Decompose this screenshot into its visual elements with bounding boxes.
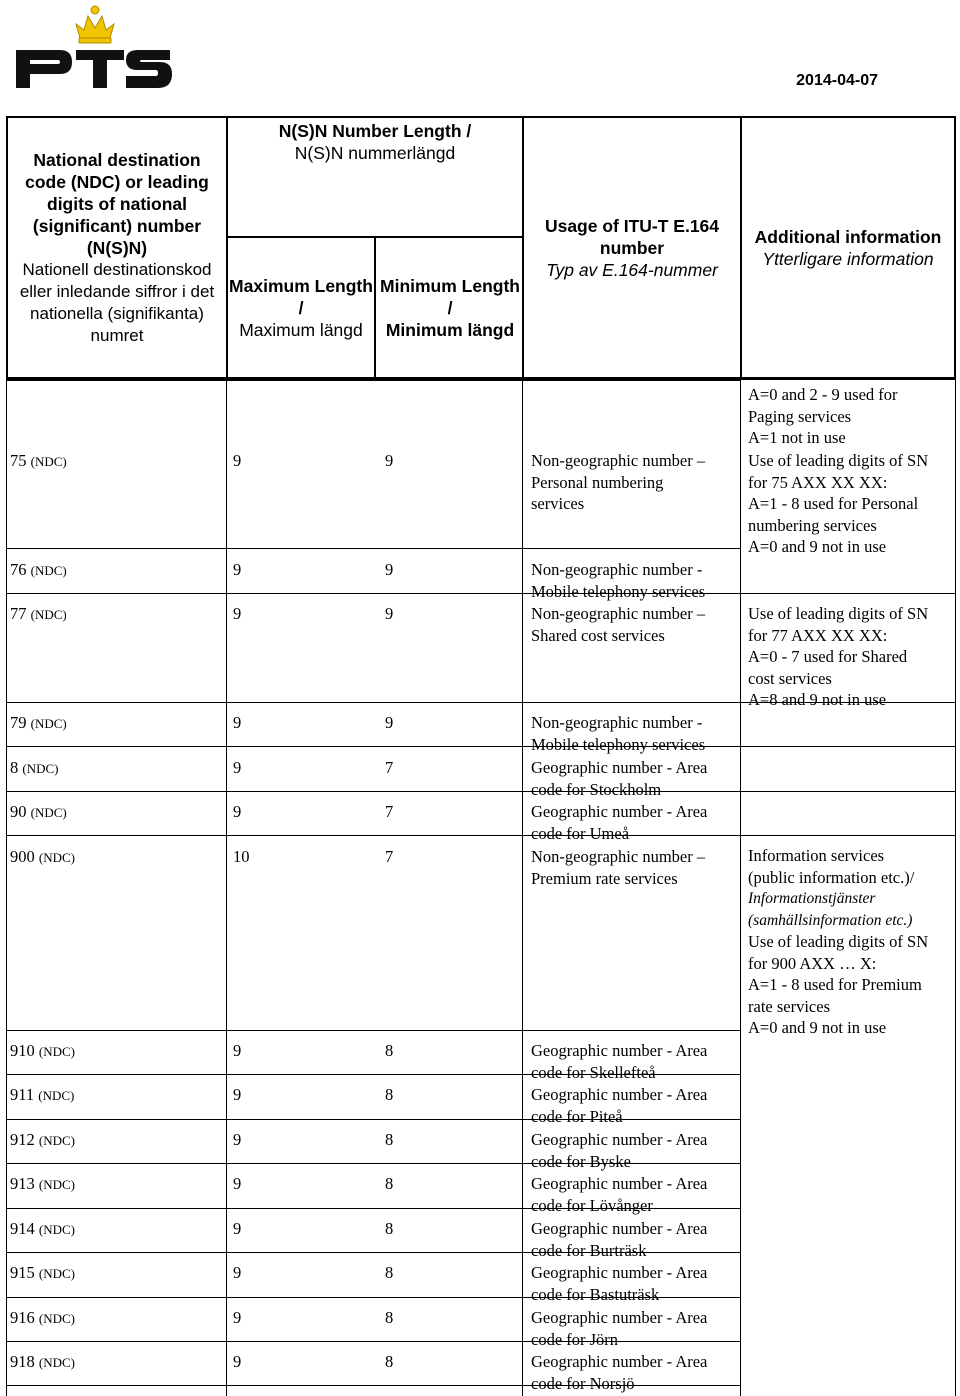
ndc-suffix: (NDC) — [38, 1133, 75, 1148]
col-divider — [226, 380, 227, 1396]
ndc-code — [10, 603, 224, 626]
ndc-suffix: (NDC) — [30, 563, 67, 578]
ndc-suffix: (NDC) — [38, 1044, 75, 1059]
header-info — [742, 118, 954, 377]
usage-line: Geographic number - Area — [531, 1130, 708, 1149]
min-length: 7 — [385, 758, 394, 777]
header-ndc — [8, 118, 228, 377]
usage-line: code for Lövånger — [531, 1195, 653, 1215]
info-line: Use of leading digits of SN — [748, 932, 929, 951]
max-length: 9 — [233, 1130, 242, 1149]
ndc-number: 910 — [10, 1041, 35, 1060]
usage-line: code for Skellefteå — [531, 1062, 656, 1082]
info-75 — [748, 450, 954, 558]
usage-line: Geographic number - Area — [531, 1219, 708, 1238]
ndc-code — [10, 450, 224, 473]
max-length: 9 — [233, 1308, 242, 1327]
row-divider — [6, 835, 956, 836]
info-line: for 77 AXX XX XX: — [748, 625, 888, 645]
usage-line: Geographic number - Area — [531, 1085, 708, 1104]
ndc-suffix: (NDC) — [38, 1088, 75, 1103]
usage — [531, 1040, 736, 1083]
usage — [531, 712, 736, 755]
usage-line: Shared cost services — [531, 625, 665, 645]
header-ndc-en: National destination code (NDC) or leading digits of national (significant) number (N(S)N) — [25, 149, 209, 258]
min-length: 8 — [385, 1263, 394, 1282]
usage-line: Geographic number - Area — [531, 758, 708, 777]
usage — [531, 1218, 736, 1261]
header-usage-sv: Typ av E.164-nummer — [546, 259, 718, 280]
info-900 — [748, 845, 954, 1039]
info-line: Paging services — [748, 406, 852, 426]
ndc-suffix: (NDC) — [30, 805, 67, 820]
header-usage-en: Usage of ITU-T E.164 number — [544, 215, 720, 258]
min-length: 8 — [385, 1219, 394, 1238]
usage-line: Geographic number - Area — [531, 1352, 708, 1371]
usage-line: code for Umeå — [531, 823, 630, 843]
info-line: Information services — [748, 846, 885, 865]
pts-wordmark — [16, 50, 172, 88]
usage-line: code for Burträsk — [531, 1240, 647, 1260]
info-line: A=8 and 9 not in use — [748, 690, 887, 709]
info-line: for 75 AXX XX XX: — [748, 472, 888, 492]
ndc-number: 76 — [10, 560, 27, 579]
ndc-number: 913 — [10, 1174, 35, 1193]
min-length: 9 — [385, 560, 394, 579]
min-length: 9 — [385, 713, 394, 732]
ndc-suffix: (NDC) — [22, 761, 59, 776]
usage — [531, 1173, 736, 1216]
row-divider — [6, 593, 956, 594]
info-line: A=0 and 9 not in use — [748, 537, 887, 556]
ndc-number: 914 — [10, 1219, 35, 1238]
document-date: 2014-04-07 — [796, 72, 878, 89]
usage-line: Geographic number - Area — [531, 1308, 708, 1327]
info-paging — [748, 384, 954, 449]
usage-line: code for Bastuträsk — [531, 1284, 660, 1304]
max-length: 9 — [233, 1219, 242, 1238]
max-length: 9 — [233, 758, 242, 777]
usage-line: Mobile telephony services — [531, 734, 706, 754]
usage — [531, 757, 736, 800]
ndc-code — [10, 757, 224, 780]
info-line: cost services — [748, 668, 832, 688]
ndc-suffix: (NDC) — [38, 850, 75, 865]
min-length: 9 — [385, 604, 394, 623]
info-line: for 900 AXX … X: — [748, 953, 877, 973]
header-max-sv: Maximum längd — [239, 319, 363, 340]
row-divider — [6, 746, 956, 747]
header-min-en: Minimum Length / — [380, 275, 520, 318]
max-length: 9 — [233, 1263, 242, 1282]
max-length: 9 — [233, 1174, 242, 1193]
usage-line: code for Norsjö — [531, 1373, 635, 1393]
header-max-length — [228, 236, 376, 377]
max-length: 9 — [233, 604, 242, 623]
row-divider — [6, 791, 956, 792]
usage — [531, 603, 736, 646]
usage-line: Geographic number - Area — [531, 1174, 708, 1193]
info-line: A=1 - 8 used for Personal — [748, 494, 919, 513]
table-header — [6, 116, 956, 380]
ndc-suffix: (NDC) — [38, 1177, 75, 1192]
max-length: 9 — [233, 560, 242, 579]
col-divider — [522, 380, 523, 1396]
row-divider — [6, 380, 740, 381]
header-length-title — [228, 120, 522, 236]
ndc-code — [10, 1218, 224, 1241]
ndc-suffix: (NDC) — [38, 1311, 75, 1326]
ndc-code — [10, 846, 224, 869]
ndc-code — [10, 1351, 224, 1374]
usage-line: code for Piteå — [531, 1106, 623, 1126]
usage-line: Non-geographic number – — [531, 847, 706, 866]
usage-line: Non-geographic number – — [531, 604, 706, 623]
min-length: 8 — [385, 1130, 394, 1149]
ndc-code — [10, 1040, 224, 1063]
crown-icon — [76, 6, 114, 43]
ndc-suffix: (NDC) — [38, 1266, 75, 1281]
ndc-number: 918 — [10, 1352, 35, 1371]
col-divider — [6, 380, 7, 1396]
ndc-number: 916 — [10, 1308, 35, 1327]
info-line: rate services — [748, 996, 830, 1016]
min-length: 8 — [385, 1085, 394, 1104]
usage — [531, 450, 736, 515]
usage-line: Non-geographic number - — [531, 713, 703, 732]
header-info-en: Additional information — [754, 226, 942, 247]
usage — [531, 1262, 736, 1305]
ndc-suffix: (NDC) — [38, 1222, 75, 1237]
ndc-code — [10, 801, 224, 824]
min-length: 7 — [385, 847, 394, 866]
header-length-en: N(S)N Number Length / — [278, 121, 472, 141]
min-length: 8 — [385, 1174, 394, 1193]
usage — [531, 1084, 736, 1127]
usage-line: code for Byske — [531, 1151, 631, 1171]
info-line: Use of leading digits of SN — [748, 451, 929, 470]
info-line-italic: (samhällsinformation etc.) — [748, 911, 913, 929]
info-line-italic: Informationstjänster — [748, 890, 876, 907]
pts-logo — [10, 2, 180, 94]
usage — [531, 1307, 736, 1350]
usage-line: Non-geographic number - — [531, 560, 703, 579]
usage-line: services — [531, 494, 585, 513]
ndc-number: 8 — [10, 758, 19, 777]
ndc-number: 90 — [10, 802, 27, 821]
ndc-number: 77 — [10, 604, 27, 623]
ndc-code — [10, 712, 224, 735]
info-line: (public information etc.)/ — [748, 867, 915, 887]
usage-line: Personal numbering — [531, 472, 664, 492]
ndc-number: 900 — [10, 847, 35, 866]
min-length: 8 — [385, 1308, 394, 1327]
min-length: 9 — [385, 451, 394, 470]
usage-line: code for Jörn — [531, 1329, 619, 1349]
header-ndc-sv: Nationell destinationskod eller inledande siffror i det nationella (signifikanta) numret — [19, 259, 215, 345]
ndc-number: 911 — [10, 1085, 35, 1104]
ndc-suffix: (NDC) — [30, 716, 67, 731]
header-info-sv: Ytterligare information — [762, 248, 934, 269]
usage — [531, 1351, 736, 1394]
ndc-code — [10, 1084, 224, 1107]
max-length: 9 — [233, 1041, 242, 1060]
info-line: A=1 - 8 used for Premium — [748, 975, 922, 994]
info-77 — [748, 603, 954, 711]
header-usage — [524, 118, 742, 377]
min-length: 8 — [385, 1041, 394, 1060]
ndc-code — [10, 1129, 224, 1152]
usage — [531, 801, 736, 844]
max-length: 9 — [233, 713, 242, 732]
header-min-sv: Minimum längd — [385, 319, 515, 340]
col-divider — [740, 380, 741, 1396]
table-body — [6, 380, 956, 1396]
info-line: numbering services — [748, 515, 877, 535]
ndc-suffix: (NDC) — [30, 607, 67, 622]
info-line: A=0 - 7 used for Shared — [748, 647, 908, 666]
ndc-suffix: (NDC) — [30, 454, 67, 469]
usage — [531, 846, 736, 889]
max-length: 9 — [233, 1352, 242, 1371]
info-line: A=0 and 2 - 9 used for — [748, 385, 898, 404]
usage-line: Geographic number - Area — [531, 1263, 708, 1282]
header-max-en: Maximum Length / — [229, 275, 373, 318]
ndc-code — [10, 1307, 224, 1330]
ndc-number: 912 — [10, 1130, 35, 1149]
min-length: 7 — [385, 802, 394, 821]
usage — [531, 1129, 736, 1172]
row-divider — [6, 548, 740, 549]
max-length: 9 — [233, 451, 242, 470]
ndc-number: 79 — [10, 713, 27, 732]
ndc-number: 75 — [10, 451, 27, 470]
header-min-length — [376, 236, 524, 377]
info-line: A=1 not in use — [748, 428, 846, 447]
ndc-code — [10, 1262, 224, 1285]
usage-line: Non-geographic number – — [531, 451, 706, 470]
ndc-code — [10, 559, 224, 582]
header-length — [228, 118, 524, 377]
min-length: 8 — [385, 1352, 394, 1371]
max-length: 10 — [233, 847, 250, 866]
info-line: Use of leading digits of SN — [748, 604, 929, 623]
header-length-sv: N(S)N nummerlängd — [294, 143, 456, 163]
col-divider — [955, 380, 956, 1396]
usage-line: Geographic number - Area — [531, 802, 708, 821]
ndc-code — [10, 1173, 224, 1196]
max-length: 9 — [233, 802, 242, 821]
max-length: 9 — [233, 1085, 242, 1104]
usage-line: Mobile telephony services — [531, 581, 706, 601]
info-line: A=0 and 9 not in use — [748, 1018, 887, 1037]
ndc-suffix: (NDC) — [38, 1355, 75, 1370]
usage-line: code for Stockholm — [531, 779, 662, 799]
usage-line: Geographic number - Area — [531, 1041, 708, 1060]
ndc-number: 915 — [10, 1263, 35, 1282]
usage-line: Premium rate services — [531, 868, 678, 888]
usage — [531, 559, 736, 602]
row-divider — [6, 1030, 740, 1031]
